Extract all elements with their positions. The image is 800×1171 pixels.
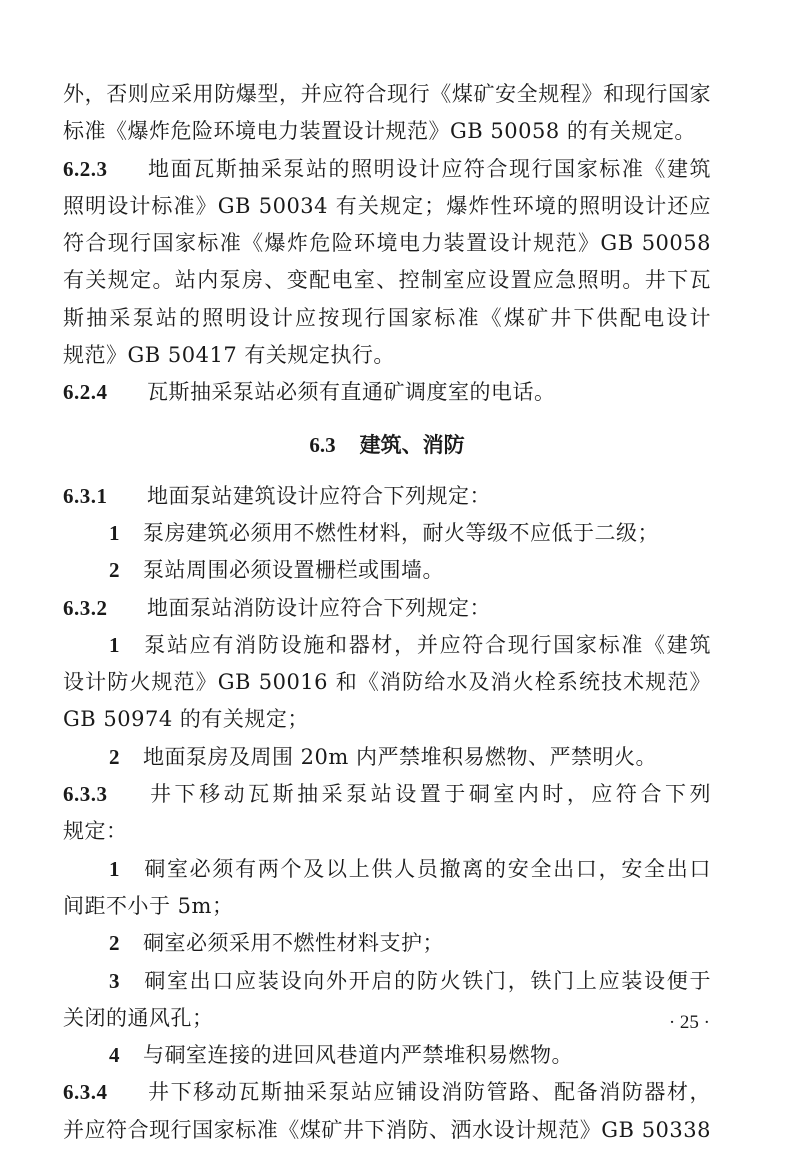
clause-number: 6.3.2 [63,595,108,620]
item-number: 1 [109,632,120,657]
clause-number: 6.3.3 [63,782,108,807]
page-number: · 25 · [668,1012,710,1033]
text-line: 外，否则应采用防爆型，并应符合现行《煤矿安全规程》和现行国家 [63,82,711,106]
clause-6-3-3 [63,776,711,813]
section-number: 6.3 [309,432,336,457]
item-text: 硐室出口应装设向外开启的防火铁门，铁门上应装设便于 [143,968,711,993]
text-line: 有关规定。站内泵房、变配电室、控制室应设置应急照明。井下瓦 [63,268,711,293]
list-item [63,851,711,888]
clause-text: 瓦斯抽采泵站必须有直通矿调度室的电话。 [147,380,556,405]
clause-number: 6.3.4 [63,1080,108,1105]
item-number: 2 [109,931,120,956]
list-item [63,925,711,962]
text-line: 标准《爆炸危险环境电力装置设计规范》GB 50058 的有关规定。 [63,119,696,144]
list-item [63,515,711,552]
text-line: 规定： [63,819,128,844]
text-line: 符合现行国家标准《爆炸危险环境电力装置设计规范》GB 50058 [63,231,711,256]
clause-text: 地面泵站建筑设计应符合下列规定： [147,483,491,508]
text-line: 斯抽采泵站的照明设计应按现行国家标准《煤矿井下供配电设计 [63,305,711,330]
clause-6-2-3 [63,151,711,188]
item-number: 4 [109,1043,120,1068]
text-line: 设计防火规范》GB 50016 和《消防给水及消火栓系统技术规范》 [63,670,711,695]
clause-text: 地面泵站消防设计应符合下列规定： [147,595,491,620]
clause-text: 地面瓦斯抽采泵站的照明设计应符合现行国家标准《建筑 [147,156,711,181]
clause-6-3-2 [63,590,711,627]
text-line: 照明设计标准》GB 50034 有关规定；爆炸性环境的照明设计还应 [63,193,711,218]
list-item [63,963,711,1000]
text-line: 规范》GB 50417 有关规定执行。 [63,343,395,368]
item-number: 2 [109,558,120,583]
clause-text: 井下移动瓦斯抽采泵站应铺设消防管路、配备消防器材， [147,1080,711,1105]
text-line: 关闭的通风孔； [63,1005,214,1030]
list-item [63,1037,711,1074]
clause-6-3-4 [63,1074,711,1111]
text-line: GB 50974 的有关规定； [63,707,309,732]
item-text: 与硐室连接的进回风巷道内严禁堆积易燃物。 [143,1043,573,1068]
document-page [63,76,711,1149]
clause-6-2-4 [63,374,711,411]
clause-6-3-1 [63,478,711,515]
clause-number: 6.3.1 [63,483,108,508]
item-number: 2 [109,744,120,769]
text-line: 并应符合现行国家标准《煤矿井下消防、洒水设计规范》GB 50338 [63,1117,711,1142]
clause-number: 6.2.3 [63,156,108,181]
section-heading-6-3 [63,420,711,478]
item-text: 泵站周围必须设置栅栏或围墙。 [143,558,444,583]
clause-number: 6.2.4 [63,380,108,405]
item-number: 1 [109,520,120,545]
item-number: 1 [109,856,120,881]
item-text: 地面泵房及周围 20m 内严禁堆积易燃物、严禁明火。 [143,744,657,769]
text-line: 间距不小于 5m； [63,893,234,918]
clause-text: 井下移动瓦斯抽采泵站设置于硐室内时，应符合下列 [147,782,711,807]
list-item [63,739,711,776]
section-title: 建筑、消防 [359,431,465,457]
item-text: 泵房建筑必须用不燃性材料，耐火等级不应低于二级； [143,520,659,545]
item-number: 3 [109,968,120,993]
item-text: 硐室必须采用不燃性材料支护； [143,931,444,956]
list-item [63,552,711,589]
item-text: 泵站应有消防设施和器材，并应符合现行国家标准《建筑 [143,632,711,657]
item-text: 硐室必须有两个及以上供人员撤离的安全出口，安全出口 [143,856,711,881]
list-item [63,627,711,664]
